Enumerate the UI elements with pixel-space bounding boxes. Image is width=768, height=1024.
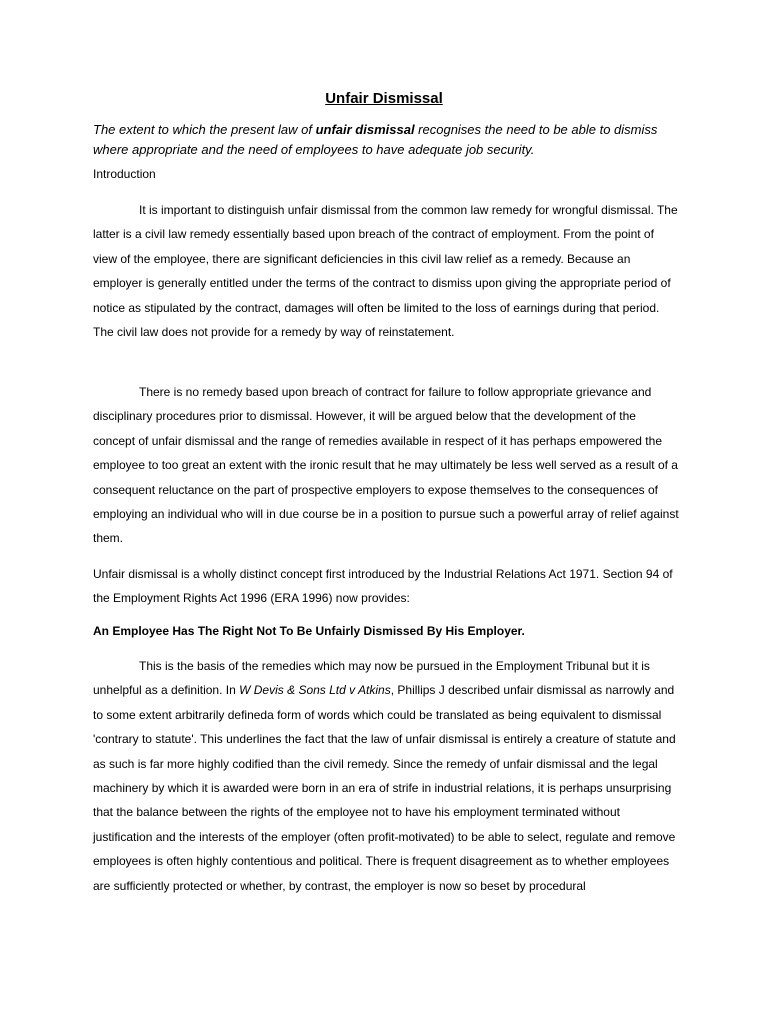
paragraph-definition-part2: , Phillips J described unfair dismissal as narrowly and to some extent arbitrarily defineda form of words which could be translated as being equivalent to dismissal 'contrary to statute'. This underlines the fact that the law of unfair dismissal is entirely a creature of statute and as such is far more highly codified than the civil remedy. Since the remedy of unfair dismissal and the legal machinery by which it is awarded were born in an era of strife in industrial relations, it is perhaps unsurprising that the balance between the rights of the employee not to have his employment terminated without justification and the interests of the employer (often profit-motivated) to be able to select, regulate and remove employees is often highly contentious and political. There is frequent disagreement as to whether employees are sufficiently protected or whether, by contrast, the employer is now so beset by procedural (93, 683, 676, 893)
document-subtitle (93, 120, 683, 160)
paragraph-wrongful-dismissal: It is important to distinguish unfair dismissal from the common law remedy for wrongful dismissal. The latter is a civil law remedy essentially based upon breach of the contract of employment. From the point of view of the employee, there are significant deficiencies in this civil law relief as a remedy. Because an employer is generally entitled under the terms of the contract to dismiss upon giving the appropriate period of notice as stipulated by the contract, damages will often be limited to the loss of earnings during that period. The civil law does not provide for a remedy by way of reinstatement. (93, 203, 678, 340)
paragraph-definition (93, 654, 681, 898)
subtitle-emphasis: unfair dismissal (315, 122, 415, 137)
paragraph-statutory-origin: Unfair dismissal is a wholly distinct concept first introduced by the Industrial Relations Act 1971. Section 94 of the Employment Rights Act 1996 (ERA 1996) now provides: (93, 567, 673, 606)
subtitle-text-after: recognises the need to be able to dismiss where appropriate and the need of employees to have adequate job security. (93, 122, 658, 157)
subtitle-text-before: The extent to which the present law of (93, 122, 316, 137)
statutory-quote: An Employee Has The Right Not To Be Unfairly Dismissed By His Employer. (93, 624, 525, 638)
paragraph-breach-of-contract: There is no remedy based upon breach of contract for failure to follow appropriate grievance and disciplinary procedures prior to dismissal. However, it will be argued below that the development of the concept of unfair dismissal and the range of remedies available in respect of it has perhaps empowered the employee to too great an extent with the ironic result that he may ultimately be less well served as a result of a consequent reluctance on the part of prospective employers to expose themselves to the consequences of employing an individual who will in due course be in a position to pursue such a powerful array of relief against them. (93, 385, 679, 546)
introduction-heading: Introduction (93, 167, 156, 181)
paragraph-definition-part1: This is the basis of the remedies which may now be pursued in the Employment Tribunal but it is unhelpful as a definition. In (93, 659, 650, 698)
case-citation: W Devis & Sons Ltd v Atkins (239, 683, 391, 698)
document-title: Unfair Dismissal (325, 90, 443, 107)
